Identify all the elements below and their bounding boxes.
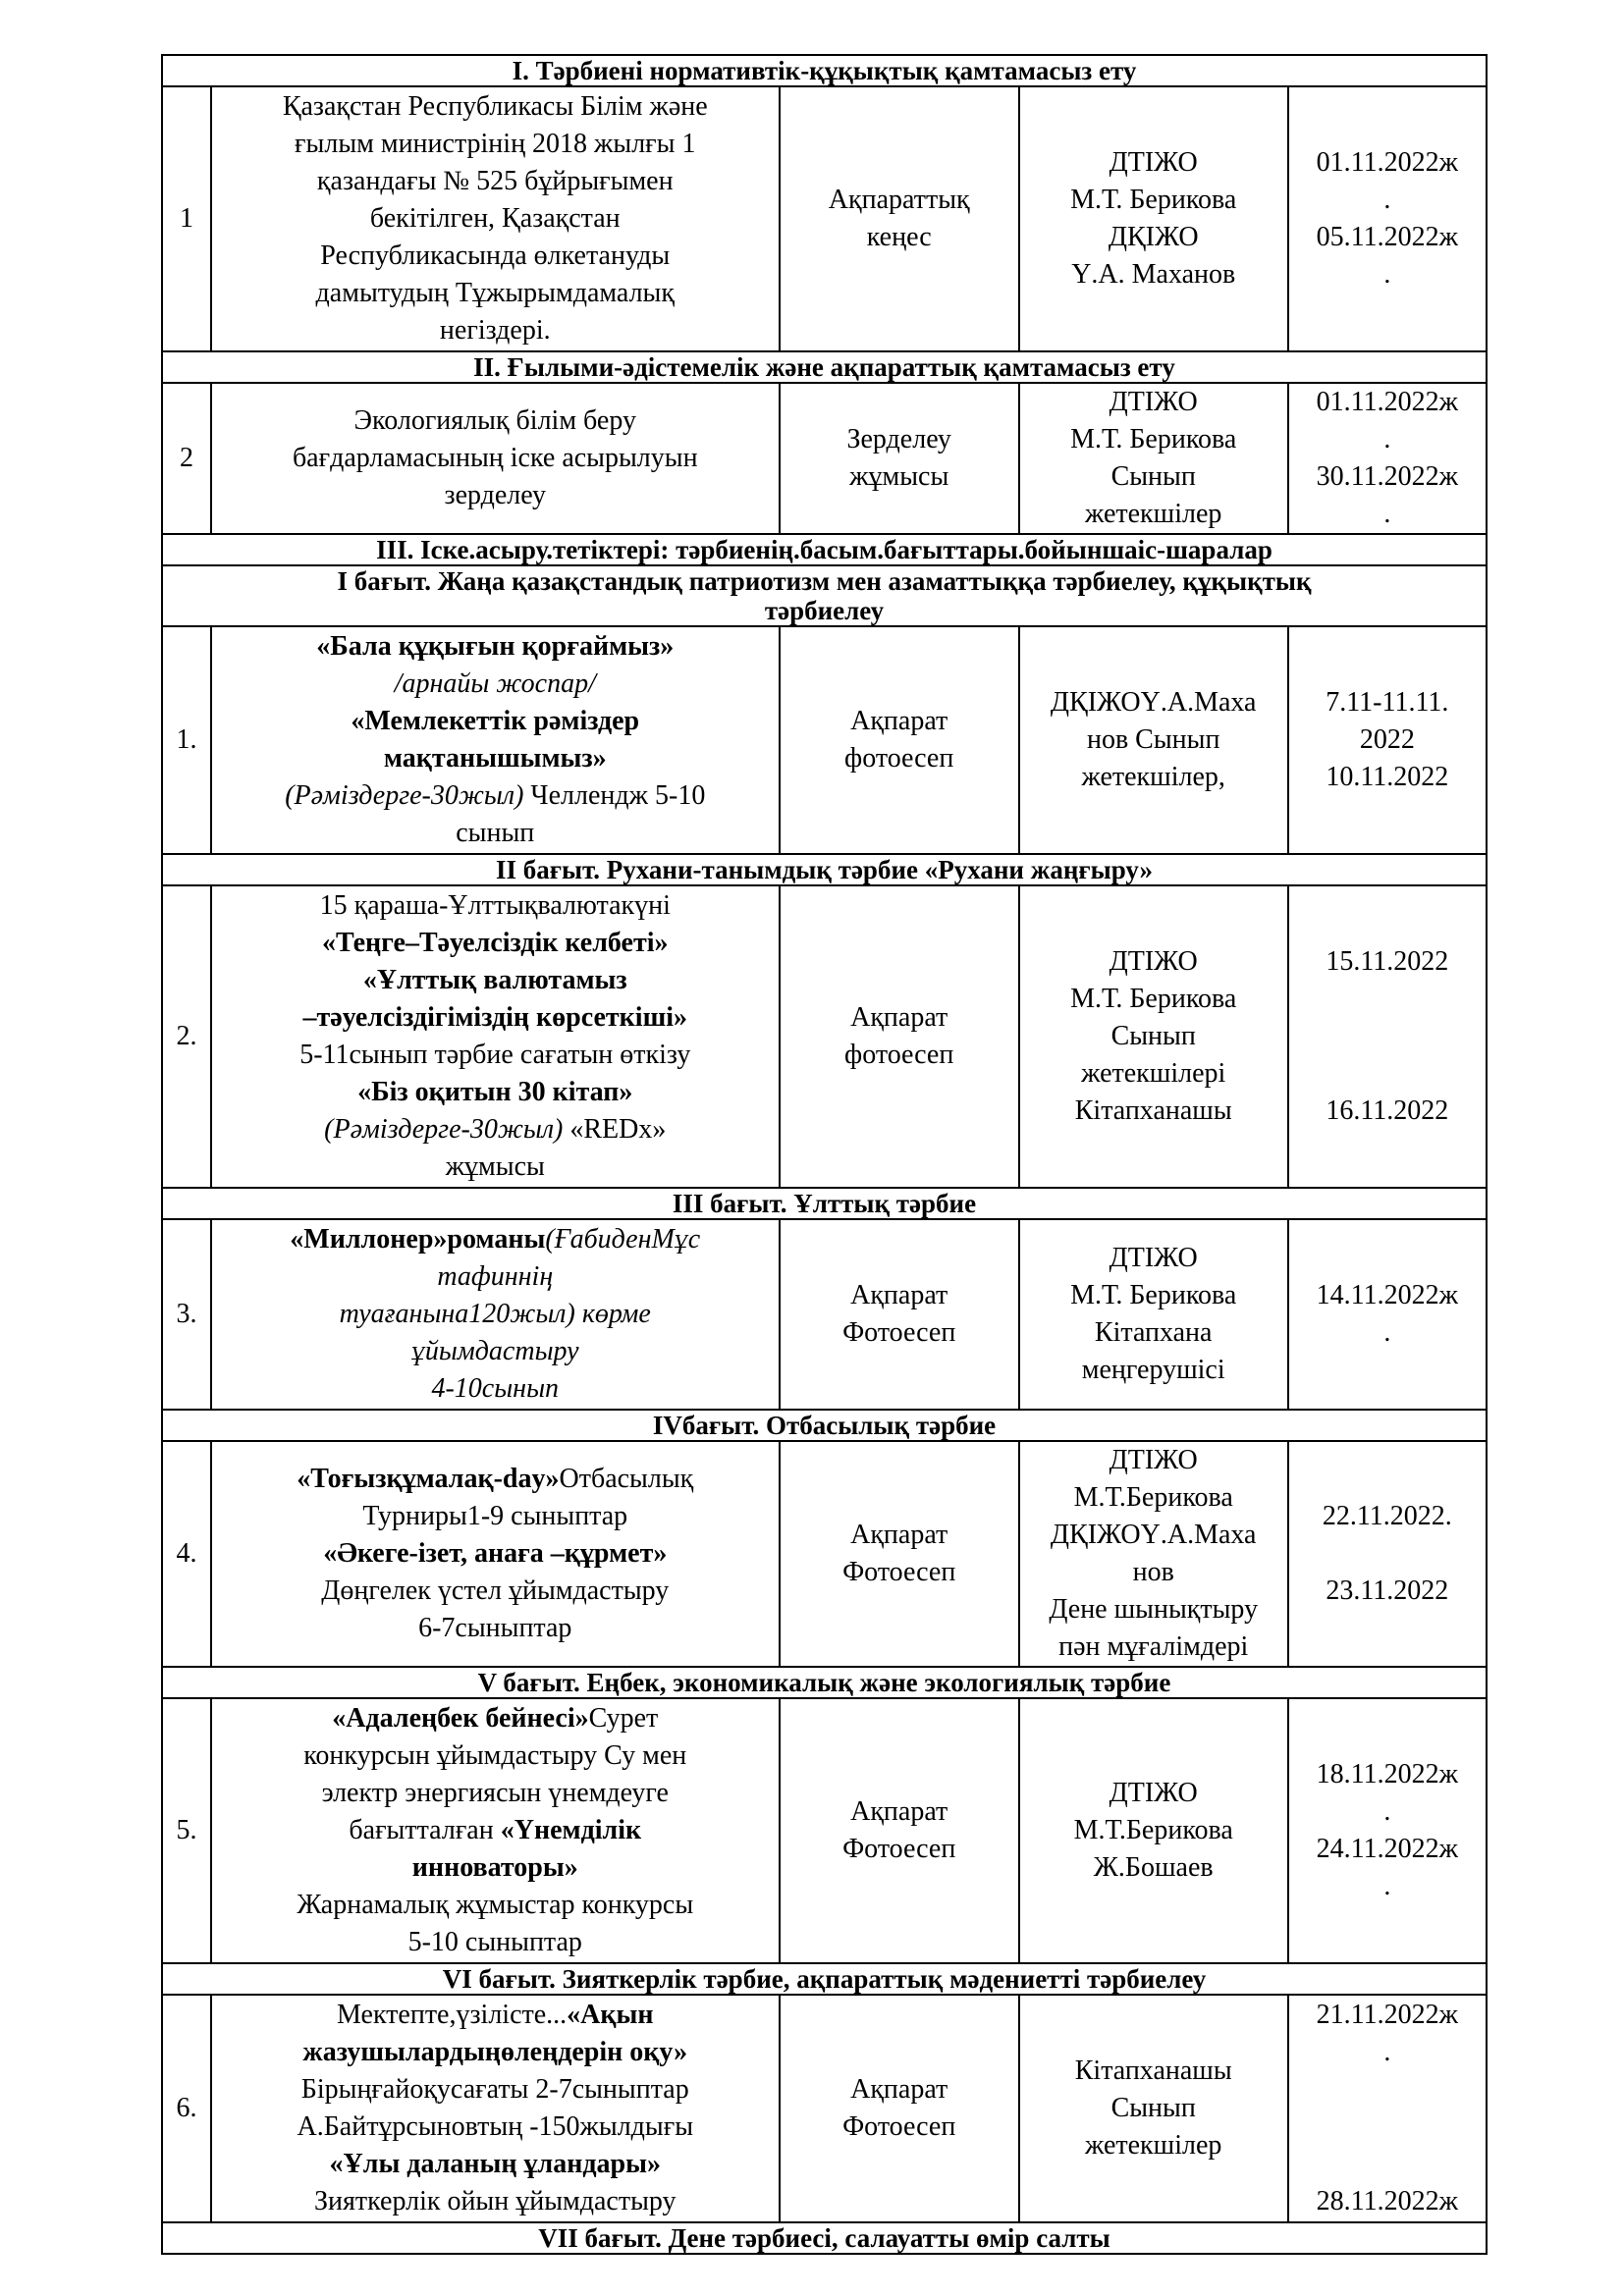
text-line: . bbox=[1383, 424, 1391, 454]
section-row bbox=[162, 854, 1487, 885]
text-line: Ү.А. Маханов bbox=[1071, 259, 1236, 290]
dates-cell bbox=[1288, 626, 1487, 854]
text-line: Дөңгелек үстел ұйымдастыру bbox=[321, 1575, 670, 1606]
section-title: ІІ. Ғылыми-әдістемелік және ақпараттық қамтамасыз ету bbox=[162, 351, 1487, 383]
text-line: Дене шынықтыру bbox=[1049, 1594, 1259, 1625]
text-line: ДҚІЖОҮ.А.Маха bbox=[1050, 687, 1257, 718]
dates-cell bbox=[1288, 1995, 1487, 2222]
num-cell bbox=[162, 1995, 211, 2222]
text-line: нов Сынып bbox=[1086, 724, 1220, 755]
text-line: Ақпарат bbox=[850, 2074, 948, 2105]
text-line: М.Т. Берикова bbox=[1070, 185, 1237, 215]
text-line: . bbox=[1383, 1871, 1391, 1901]
activity-cell bbox=[211, 86, 780, 351]
text-line: . bbox=[1383, 1796, 1391, 1827]
section-title: ІІ бағыт. Рухани-танымдық тәрбие «Рухани жаңғыру» bbox=[162, 854, 1487, 885]
text-line: . bbox=[1383, 2037, 1391, 2067]
text-line: 7.11-11.11. bbox=[1326, 687, 1449, 718]
section-row bbox=[162, 2222, 1487, 2254]
text-line: ДҚІЖО bbox=[1108, 222, 1199, 252]
section-row bbox=[162, 1188, 1487, 1219]
text-line bbox=[1289, 981, 1486, 1018]
text-line: 28.11.2022ж bbox=[1316, 2186, 1458, 2216]
dates-cell bbox=[1288, 1698, 1487, 1963]
activity-cell bbox=[211, 383, 780, 534]
text-line: 23.11.2022 bbox=[1326, 1575, 1449, 1606]
item-row bbox=[162, 1698, 1487, 1963]
text-line: 01.11.2022ж bbox=[1316, 147, 1458, 178]
text-line: Кітапханашы bbox=[1074, 2056, 1232, 2086]
text-line: ұйымдастыру bbox=[410, 1336, 579, 1366]
text-line: жұмысы bbox=[849, 461, 949, 492]
text-line: «Әкеге-ізет, анаға –құрмет» bbox=[323, 1538, 668, 1569]
text-line: тафиннің bbox=[437, 1261, 554, 1292]
text-line: . bbox=[1383, 259, 1391, 290]
text-line: М.Т. Берикова bbox=[1070, 424, 1237, 454]
text-line: Ақпарат bbox=[850, 1796, 948, 1827]
responsible-cell bbox=[1019, 1441, 1288, 1667]
num-cell bbox=[162, 1219, 211, 1410]
item-row bbox=[162, 1995, 1487, 2222]
text-line: Сынып bbox=[1110, 1021, 1196, 1051]
text-line: бағдарламасының іске асырылуын bbox=[292, 443, 698, 473]
dates-cell bbox=[1288, 383, 1487, 534]
text-line bbox=[1289, 1055, 1486, 1093]
num-cell bbox=[162, 1698, 211, 1963]
text-line: 1 bbox=[179, 203, 193, 234]
responsible-cell bbox=[1019, 885, 1288, 1188]
text-line: меңгерушісі bbox=[1081, 1355, 1225, 1385]
activity-cell bbox=[211, 1698, 780, 1963]
text-line: нов bbox=[1132, 1557, 1174, 1587]
text-line bbox=[1289, 2109, 1486, 2146]
text-line: мақтанышымыз» bbox=[383, 743, 607, 774]
text-line: Фотоесеп bbox=[842, 2111, 956, 2142]
text-line: 21.11.2022ж bbox=[1316, 2000, 1458, 2030]
text-line: Сынып bbox=[1110, 461, 1196, 492]
text-line: Фотоесеп bbox=[842, 1557, 956, 1587]
plan-table-body bbox=[162, 55, 1487, 2254]
text-line bbox=[1289, 1535, 1486, 1573]
section-title: ІVбағыт. Отбасылық тәрбие bbox=[162, 1410, 1487, 1441]
text-line: 6. bbox=[176, 2093, 197, 2123]
form-cell bbox=[780, 383, 1019, 534]
text-line: . bbox=[1383, 499, 1391, 529]
text-line: жетекшілер, bbox=[1081, 762, 1225, 792]
text-line: ғылым министрінің 2018 жылғы 1 bbox=[295, 129, 696, 159]
text-line: 6-7сыныптар bbox=[418, 1613, 572, 1643]
text-line: 5. bbox=[176, 1815, 197, 1845]
item-row bbox=[162, 383, 1487, 534]
text-line: –тәуелсіздігіміздің көрсеткіші» bbox=[302, 1002, 688, 1033]
text-line: А.Байтұрсыновтың -150жылдығы bbox=[297, 2111, 694, 2142]
text-line: Кітапханашы bbox=[1074, 1095, 1232, 1126]
num-cell bbox=[162, 626, 211, 854]
text-line: дамытудың Тұжырымдамалық bbox=[315, 278, 675, 308]
activity-cell bbox=[211, 626, 780, 854]
text-line: «Адалеңбек бейнесі»Сурет bbox=[332, 1703, 659, 1734]
text-line: Зияткерлік ойын ұйымдастыру bbox=[314, 2186, 677, 2216]
text-line: кеңес bbox=[866, 222, 932, 252]
text-line: 22.11.2022. bbox=[1322, 1501, 1452, 1531]
text-line: ДТІЖО bbox=[1109, 147, 1198, 178]
num-cell bbox=[162, 885, 211, 1188]
item-row bbox=[162, 1441, 1487, 1667]
text-line bbox=[1289, 1018, 1486, 1055]
text-line: конкурсын ұйымдастыру Су мен bbox=[303, 1740, 687, 1771]
activity-cell bbox=[211, 1441, 780, 1667]
text-line: негіздері. bbox=[439, 315, 551, 346]
text-line: 15 қараша-Ұлттықвалютакүні bbox=[319, 890, 671, 921]
text-line: 4. bbox=[176, 1538, 197, 1569]
dates-cell bbox=[1288, 1219, 1487, 1410]
text-line: 10.11.2022 bbox=[1326, 762, 1449, 792]
responsible-cell bbox=[1019, 1995, 1288, 2222]
text-line: 30.11.2022ж bbox=[1316, 461, 1458, 492]
text-line: Фотоесеп bbox=[842, 1834, 956, 1864]
text-line: . bbox=[1383, 185, 1391, 215]
text-line: (Рәміздерге-30жыл) Челлендж 5-10 bbox=[285, 780, 706, 811]
plan-table bbox=[161, 54, 1488, 2255]
form-cell bbox=[780, 1219, 1019, 1410]
text-line: М.Т.Берикова bbox=[1073, 1482, 1233, 1513]
text-line: ДТІЖО bbox=[1109, 1243, 1198, 1273]
text-line: пән мұғалімдері bbox=[1058, 1631, 1249, 1662]
text-line: 1. bbox=[176, 724, 197, 755]
text-line: Ж.Бошаев bbox=[1093, 1852, 1214, 1883]
text-line: Ақпарат bbox=[850, 1002, 948, 1033]
responsible-cell bbox=[1019, 1219, 1288, 1410]
text-line: 3. bbox=[176, 1299, 197, 1329]
text-line: Республикасында өлкетануды bbox=[320, 240, 671, 271]
text-line: ДТІЖО bbox=[1109, 387, 1198, 417]
responsible-cell bbox=[1019, 383, 1288, 534]
text-line: 2. bbox=[176, 1021, 197, 1051]
text-line: фотоесеп bbox=[844, 1040, 954, 1070]
text-line: М.Т. Берикова bbox=[1070, 1280, 1237, 1310]
section-row bbox=[162, 351, 1487, 383]
text-line: Сынып bbox=[1110, 2093, 1196, 2123]
section-row bbox=[162, 1963, 1487, 1995]
text-line: 2022 bbox=[1359, 724, 1415, 755]
text-line: 01.11.2022ж bbox=[1316, 387, 1458, 417]
text-line: «Бала құқығын қорғаймыз» bbox=[316, 631, 675, 662]
activity-cell bbox=[211, 885, 780, 1188]
text-line: Ақпарат bbox=[850, 706, 948, 736]
text-line: жетекшілері bbox=[1081, 1058, 1226, 1089]
text-line: Мектепте,үзілісте...«Ақын bbox=[336, 2000, 654, 2030]
dates-cell bbox=[1288, 1441, 1487, 1667]
text-line: Бірыңғайоқусағаты 2-7сыныптар bbox=[300, 2074, 689, 2105]
section-title: ІІІ бағыт. Ұлттық тәрбие bbox=[162, 1188, 1487, 1219]
form-cell bbox=[780, 1698, 1019, 1963]
text-line: «Ұлттық валютамыз bbox=[362, 965, 627, 995]
text-line: «Теңге–Тәуелсіздік келбеті» bbox=[322, 928, 669, 958]
text-line: Ақпарат bbox=[850, 1280, 948, 1310]
num-cell bbox=[162, 383, 211, 534]
text-line: инноваторы» bbox=[411, 1852, 578, 1883]
text-line: ДТІЖО bbox=[1109, 1445, 1198, 1475]
section-row bbox=[162, 55, 1487, 86]
text-line: Қазақстан Республикасы Білім және bbox=[282, 91, 708, 122]
section-row bbox=[162, 565, 1487, 626]
form-cell bbox=[780, 1441, 1019, 1667]
text-line: 15.11.2022 bbox=[1326, 946, 1449, 977]
text-line: Фотоесеп bbox=[842, 1317, 956, 1348]
section-title: І бағыт. Жаңа қазақстандық патриотизм мен азаматтыққа тәрбиелеу, құқықтық тәрбиелеу bbox=[162, 565, 1487, 626]
item-row bbox=[162, 626, 1487, 854]
section-title: ІІІ. Іске.асыру.тетіктері: тәрбиенің.басым.бағыттары.бойыншаіс-шаралар bbox=[162, 534, 1487, 565]
text-line: М.Т. Берикова bbox=[1070, 984, 1237, 1014]
item-row bbox=[162, 885, 1487, 1188]
text-line: . bbox=[1383, 1317, 1391, 1348]
text-line: Ақпарат bbox=[850, 1520, 948, 1550]
text-line: жұмысы bbox=[445, 1151, 545, 1182]
text-line: Кітапхана bbox=[1094, 1317, 1213, 1348]
num-cell bbox=[162, 1441, 211, 1667]
text-line: жетекшілер bbox=[1084, 499, 1222, 529]
form-cell bbox=[780, 885, 1019, 1188]
section-row bbox=[162, 1410, 1487, 1441]
dates-cell bbox=[1288, 885, 1487, 1188]
responsible-cell bbox=[1019, 1698, 1288, 1963]
text-line: «Біз оқитын 30 кітап» bbox=[357, 1077, 633, 1107]
text-line: 18.11.2022ж bbox=[1316, 1759, 1458, 1789]
text-line: Жарнамалық жұмыстар конкурсы bbox=[297, 1890, 694, 1920]
plan-document bbox=[161, 54, 1488, 2255]
text-line: фотоесеп bbox=[844, 743, 954, 774]
text-line bbox=[1289, 2146, 1486, 2183]
text-line: сынып bbox=[456, 818, 535, 848]
text-line: қазандағы № 525 бұйрығымен bbox=[316, 166, 674, 196]
text-line: (Рәміздерге-30жыл) «REDх» bbox=[324, 1114, 667, 1145]
text-line: «Ұлы даланың ұландары» bbox=[329, 2149, 661, 2179]
activity-cell bbox=[211, 1995, 780, 2222]
form-cell bbox=[780, 86, 1019, 351]
item-row bbox=[162, 86, 1487, 351]
activity-cell bbox=[211, 1219, 780, 1410]
section-title: VІІ бағыт. Дене тәрбиесі, салауатты өмір салты bbox=[162, 2222, 1487, 2254]
text-line: 16.11.2022 bbox=[1326, 1095, 1449, 1126]
text-line: бағытталған «Үнемділік bbox=[349, 1815, 642, 1845]
text-line bbox=[1289, 2071, 1486, 2109]
text-line: /арнайы жоспар/ bbox=[394, 668, 596, 699]
text-line: М.Т.Берикова bbox=[1073, 1815, 1233, 1845]
text-line: 4-10сынып bbox=[431, 1373, 560, 1404]
section-row bbox=[162, 534, 1487, 565]
text-line: жазушылардыңөлеңдерін оқу» bbox=[302, 2037, 688, 2067]
text-line: 2 bbox=[179, 443, 193, 473]
section-row bbox=[162, 1667, 1487, 1698]
text-line: 5-11сынып тәрбие сағатын өткізу bbox=[299, 1040, 691, 1070]
form-cell bbox=[780, 626, 1019, 854]
text-line: 5-10 сыныптар bbox=[407, 1927, 582, 1957]
text-line: Ақпараттық bbox=[828, 185, 970, 215]
text-line: ДТІЖО bbox=[1109, 946, 1198, 977]
responsible-cell bbox=[1019, 86, 1288, 351]
text-line: 14.11.2022ж bbox=[1316, 1280, 1458, 1310]
text-line: 24.11.2022ж bbox=[1316, 1834, 1458, 1864]
dates-cell bbox=[1288, 86, 1487, 351]
num-cell bbox=[162, 86, 211, 351]
section-title: VІ бағыт. Зияткерлік тәрбие, ақпараттық мәдениетті тәрбиелеу bbox=[162, 1963, 1487, 1995]
text-line: ДҚІЖОҮ.А.Маха bbox=[1050, 1520, 1257, 1550]
text-line: электр энергиясын үнемдеуге bbox=[321, 1778, 669, 1808]
text-line: туағанына120жыл) көрме bbox=[339, 1299, 651, 1329]
text-line: Турниры1-9 сыныптар bbox=[362, 1501, 628, 1531]
text-line: зерделеу bbox=[444, 480, 547, 510]
text-line: «Миллонер»романы(ҒабиденМұс bbox=[290, 1224, 701, 1255]
text-line: «Мемлекеттік рәміздер bbox=[351, 706, 640, 736]
form-cell bbox=[780, 1995, 1019, 2222]
section-title: І. Тәрбиені нормативтік-құқықтық қамтамасыз ету bbox=[162, 55, 1487, 86]
text-line: жетекшілер bbox=[1084, 2130, 1222, 2161]
text-line: бекітілген, Қазақстан bbox=[369, 203, 621, 234]
responsible-cell bbox=[1019, 626, 1288, 854]
text-line: «Тоғызқұмалақ-day»Отбасылық bbox=[297, 1464, 694, 1494]
text-line: ДТІЖО bbox=[1109, 1778, 1198, 1808]
item-row bbox=[162, 1219, 1487, 1410]
text-line: Экологиялық білім беру bbox=[353, 405, 636, 436]
section-title: V бағыт. Еңбек, экономикалық және экологиялық тәрбие bbox=[162, 1667, 1487, 1698]
text-line: Зерделеу bbox=[846, 424, 951, 454]
text-line: 05.11.2022ж bbox=[1316, 222, 1458, 252]
